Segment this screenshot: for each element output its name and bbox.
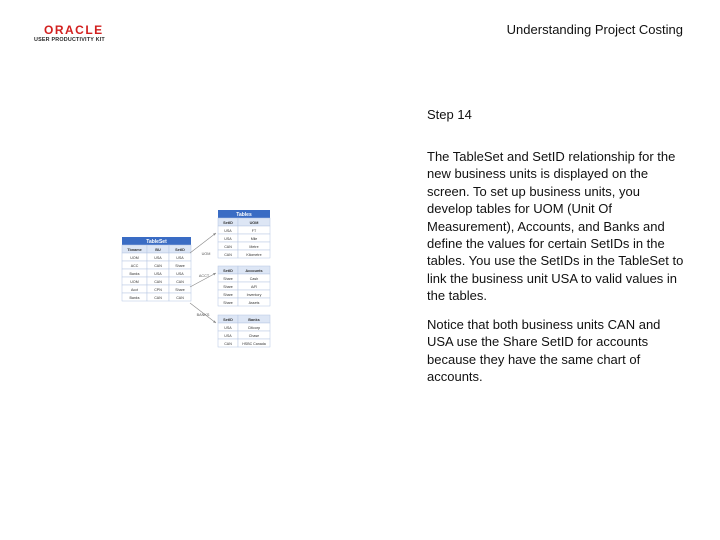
accounts-table-cell-text: Cash <box>249 276 259 281</box>
accounts-table-column-header: SetID <box>223 268 233 273</box>
tableset-cell-text: Share <box>175 287 185 292</box>
uom-table-cell-text: USA <box>224 236 232 241</box>
tableset-cell-text: Banks <box>129 295 140 300</box>
banks-table-cell-text: CAN <box>224 341 232 346</box>
banks-table-cell-text: HSBC Canada <box>242 341 266 346</box>
banks-table-cell-text: Chase <box>248 333 260 338</box>
tableset-cell-text: CAN <box>176 295 184 300</box>
tableset-cell-text: CAN <box>154 279 162 284</box>
accounts-table-cell-text: Assets <box>248 300 260 305</box>
tableset-setid-diagram <box>120 205 280 355</box>
tableset-cell-text: USA <box>176 271 184 276</box>
banks-table-column-header: SetID <box>223 317 233 322</box>
uom-table-cell-text: Metre <box>249 244 259 249</box>
logo-subtitle: USER PRODUCTIVITY KIT <box>34 37 105 43</box>
tableset-cell-text: CPN <box>154 287 162 292</box>
tableset-cell-text: Acct <box>131 287 138 292</box>
tableset-column-header: SetID <box>175 247 185 252</box>
tableset-cell-text: UOM <box>130 255 139 260</box>
tableset-column-header: BU <box>155 247 161 252</box>
tableset-cell-text: Banks <box>129 271 140 276</box>
uom-table-cell-text: CAN <box>224 244 232 249</box>
tableset-column-header: Tbname <box>127 247 142 252</box>
uom-table-cell-text: CAN <box>224 252 232 257</box>
uom-table-cell-text: USA <box>224 228 232 233</box>
tableset-cell-text: ACC <box>130 263 139 268</box>
uom-arrow <box>190 233 216 253</box>
step-label: Step 14 <box>427 107 472 122</box>
banks-table-cell-text: USA <box>224 325 232 330</box>
uom-table-column-header: SetID <box>223 220 233 225</box>
uom-table-cell-text: FT <box>251 228 257 233</box>
accounts-table-cell-text: Share <box>223 292 233 297</box>
banks-table-cell-text: USA <box>224 333 232 338</box>
tableset-cell-text: CAN <box>176 279 184 284</box>
tableset-title: TableSet <box>146 239 167 245</box>
uom-arrow-label: UOM <box>201 252 211 256</box>
accounts-table-cell-text: Share <box>223 276 233 281</box>
uom-table-column-header: UOM <box>249 220 259 225</box>
tableset-cell-text: USA <box>154 271 162 276</box>
uom-table-cell-text: Mile <box>250 236 258 241</box>
tableset-cell-text: USA <box>154 255 162 260</box>
oracle-upk-logo <box>34 24 130 44</box>
accounts-table-cell-text: A/R <box>251 284 257 289</box>
banks-arrow-label: BANKS <box>196 313 210 317</box>
page-title: Understanding Project Costing <box>506 22 683 37</box>
description-paragraph-2: Notice that both business units CAN and USA use the Share SetID for accounts because they have the same chart of accounts. <box>427 317 661 385</box>
uom-table-cell-text: Kilometre <box>246 252 262 257</box>
accounts-table-column-header: Accounts <box>245 268 263 273</box>
uom-table-title: Tables <box>236 212 252 218</box>
acct-arrow-label: ACCT <box>198 274 210 278</box>
accounts-table-cell-text: Share <box>223 300 233 305</box>
diagram-canvas <box>120 205 280 355</box>
banks-table-column-header: Banks <box>248 317 260 322</box>
banks-table-cell-text: Citicorp <box>247 325 261 330</box>
tableset-cell-text: CAN <box>154 263 162 268</box>
tableset-cell-text: CAN <box>154 295 162 300</box>
tableset-cell-text: UOM <box>130 279 139 284</box>
description-paragraph-1: The TableSet and SetID relationship for the new business units is displayed on the screen. To set up business units, you develop tables for UOM (Unit Of Measurement), Accounts, and Banks and define the values for certain SetIDs in the tables. You use the SetIDs in the TableSet to link the business unit USA to valid values in the tables. <box>427 149 684 304</box>
tableset-cell-text: Share <box>175 263 185 268</box>
accounts-table-cell-text: Share <box>223 284 233 289</box>
accounts-table-cell-text: Inventory <box>246 292 262 297</box>
tableset-cell-text: USA <box>176 255 184 260</box>
oracle-wordmark: ORACLE <box>44 23 104 37</box>
